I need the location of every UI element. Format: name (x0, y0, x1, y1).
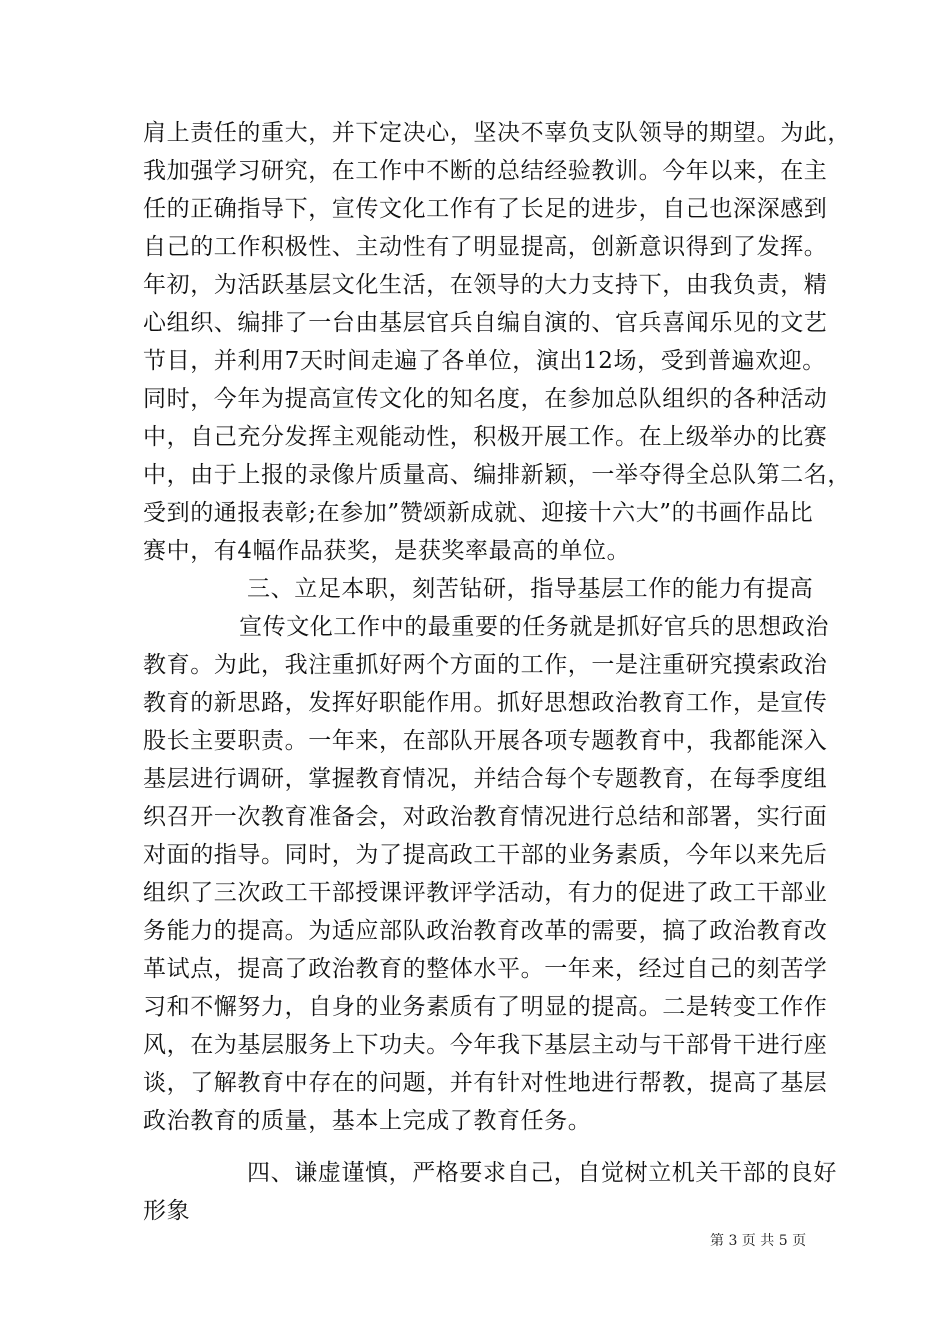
paragraph-line: 基层进行调研，掌握教育情况，并结合每个专题教育，在每季度组 (143, 766, 828, 792)
page-number: 第 3 页 共 5 页 (710, 1233, 807, 1249)
paragraph-line: 股长主要职责。一年来，在部队开展各项专题教育中，我都能深入 (143, 728, 828, 754)
paragraph-line: 政治教育的质量，基本上完成了教育任务。 (143, 1108, 592, 1134)
paragraph-line: 织召开一次教育准备会，对政治教育情况进行总结和部署，实行面 (143, 804, 828, 830)
paragraph-line: 赛中，有4幅作品获奖，是获奖率最高的单位。 (143, 538, 631, 564)
paragraph-line: 受到的通报表彰;在参加”赞颂新成就、迎接十六大”的书画作品比 (143, 500, 814, 526)
paragraph-line: 肩上责任的重大，并下定决心，坚决不辜负支队领导的期望。为此， (143, 120, 851, 146)
paragraph-line: 教育的新思路，发挥好职能作用。抓好思想政治教育工作，是宣传 (143, 690, 828, 716)
paragraph-line: 同时，今年为提高宣传文化的知名度，在参加总队组织的各种活动 (143, 386, 828, 412)
paragraph-line: 自己的工作积极性、主动性有了明显提高，创新意识得到了发挥。 (143, 234, 828, 260)
section-heading-4: 四、谦虚谨慎，严格要求自己，自觉树立机关干部的良好 (247, 1160, 837, 1186)
section-heading-4-continuation: 形象 (143, 1198, 191, 1224)
paragraph-line: 谈，了解教育中存在的问题，并有针对性地进行帮教，提高了基层 (143, 1070, 828, 1096)
paragraph-line: 中，由于上报的录像片质量高、编排新颖，一举夺得全总队第二名， (143, 462, 851, 488)
paragraph-line: 我加强学习研究，在工作中不断的总结经验教训。今年以来，在主 (143, 158, 828, 184)
paragraph-line: 年初，为活跃基层文化生活，在领导的大力支持下，由我负责，精 (143, 272, 828, 298)
paragraph-line: 中，自己充分发挥主观能动性，积极开展工作。在上级举办的比赛 (143, 424, 828, 450)
paragraph-line: 任的正确指导下，宣传文化工作有了长足的进步，自己也深深感到 (143, 196, 828, 222)
paragraph-gap (143, 1140, 813, 1154)
paragraph-line: 对面的指导。同时，为了提高政工干部的业务素质，今年以来先后 (143, 842, 828, 868)
paragraph-line: 节目，并利用7天时间走遍了各单位，演出12场，受到普遍欢迎。 (143, 348, 826, 374)
paragraph-line: 组织了三次政工干部授课评教评学活动，有力的促进了政工干部业 (143, 880, 828, 906)
paragraph-line: 教育。为此，我注重抓好两个方面的工作，一是注重研究摸索政治 (143, 652, 828, 678)
paragraph-line: 习和不懈努力，自身的业务素质有了明显的提高。二是转变工作作 (143, 994, 828, 1020)
paragraph-line: 务能力的提高。为适应部队政治教育改革的需要，搞了政治教育改 (143, 918, 828, 944)
document-body (143, 114, 851, 1230)
section-heading-3: 三、立足本职，刻苦钻研，指导基层工作的能力有提高 (247, 576, 814, 602)
paragraph-line: 风，在为基层服务上下功夫。今年我下基层主动与干部骨干进行座 (143, 1032, 828, 1058)
paragraph-line: 心组织、编排了一台由基层官兵自编自演的、官兵喜闻乐见的文艺 (143, 310, 828, 336)
paragraph-first-line: 宣传文化工作中的最重要的任务就是抓好官兵的思想政治 (239, 614, 829, 640)
paragraph-line: 革试点，提高了政治教育的整体水平。一年来，经过自己的刻苦学 (143, 956, 828, 982)
